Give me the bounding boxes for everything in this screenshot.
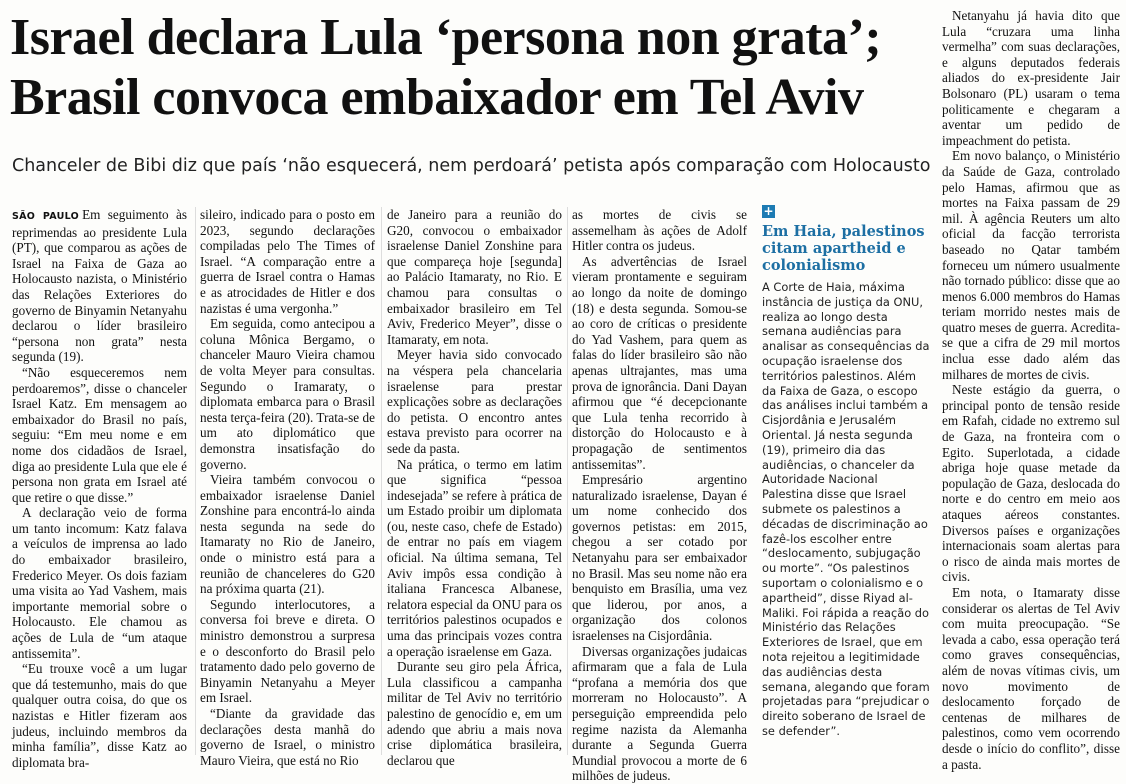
paragraph: Vieira também convocou o embaixador israelense Daniel Zonshine para encontrá-lo ainda nesta segunda na sede do Itamaraty no Rio de Janeiro, onde o ministro está para a reunião de chanceleres do G20 na próxima quarta (21). [200, 472, 375, 597]
paragraph: Na prática, o termo em latim que significa “pessoa indesejada” se refere à prática de um Estado proibir um diplomata (ou, neste caso, chefe de Estado) de entrar no país em viagem oficial. Na última semana, Tel Aviv impôs essa condição à italiana Francesca Albanese, relatora especial da ONU para os territórios palestinos ocupados e uma das principais vozes contra a operação israelense em Gaza. [387, 456, 562, 659]
paragraph: Netanyahu já havia dito que Lula “cruzara uma linha vermelha” com suas declarações, e alguns deputados federais aliados do ex-presidente Jair Bolsonaro (PL) usaram o tema politicamente e chegaram a aventar um pedido de impeachment do petista. [942, 8, 1120, 148]
paragraph: “Eu trouxe você a um lugar que dá testemunho, mais do que qualquer outra coisa, do que os nazistas e Hitler fizeram aos judeus, incluindo membros da minha família”, disse Katz ao diplomata bra- [12, 661, 187, 770]
subheadline: Chanceler de Bibi diz que país ‘não esquecerá, nem perdoará’ petista após comparação com Holocausto [12, 156, 931, 176]
paragraph: Diversas organizações judaicas afirmaram que a fala de Lula “profana a memória dos que morreram no Holocausto”. A perseguição empreendida pelo regime nazista da Alemanha durante a Segunda Guerra Mundial provocou a morte de 6 milhões de judeus. [572, 643, 747, 784]
paragraph: A declaração veio de forma um tanto incomum: Katz falava a veículos de imprensa ao lado do embaixador brasileiro, Frederico Meyer. Os dois faziam uma visita ao Yad Vashem, mais importante memorial sobre o Holocausto. Ele chamou as ações de Lula de “um ataque antissemita”. [12, 505, 187, 661]
paragraph: as mortes de civis se assemelham às ações de Adolf Hitler contra os judeus. [572, 207, 747, 254]
paragraph: Meyer havia sido convocado na véspera pela chancelaria israelense para prestar explicações sobre as declarações do petista. O encontro antes estava previsto para ocorrer na sede da pasta. [387, 347, 562, 456]
paragraph: Em seguida, como antecipou a coluna Mônica Bergamo, o chanceler Mauro Vieira chamou de volta Meyer para consultas. Segundo o Iramaraty, o diplomata embarca para o Brasil nesta terça-feira (20). Trata-se de um ato diplomático que demonstra insatisfação do governo. [200, 316, 375, 472]
plus-icon: + [763, 204, 774, 218]
article-column-2 [200, 207, 375, 768]
column-divider [195, 207, 196, 755]
article-column-1 [12, 207, 187, 770]
paragraph: Segundo interlocutores, a conversa foi breve e direta. O ministro demonstrou a surpresa e o desconforto do Brasil pelo tratamento dado pelo governo de Binyamin Netanyahu a Meyer em Israel. [200, 596, 375, 706]
paragraph: Empresário argentino naturalizado israelense, Dayan é um nome conhecido dos governos petistas: em 2015, chegou a ser cotado por Netanyahu para ser embaixador no Brasil. Mas seu nome não era benquisto em Brasília, uma vez que liderou, por anos, a organização dos colonos israelenses na Cisjordânia. [572, 472, 747, 644]
paragraph: sileiro, indicado para o posto em 2023, segundo declarações compiladas pelo The Times of Israel. “A comparação entre a guerra de Israel contra o Hamas e as atrocidades de Hitler e dos nazistas é uma vergonha.” [200, 207, 375, 316]
article-column-4 [572, 207, 747, 784]
article-column-3 [387, 207, 562, 768]
headline-line-2: Brasil convoca embaixador em Tel Aviv [10, 69, 864, 126]
paragraph-text: Em seguimento às reprimendas ao presidente Lula (PT), que comparou as ações de Israel na Faixa de Gaza ao Holocausto nazista, o Ministério das Relações Exteriores do governo de Binyamin Netanyahu declarou o líder brasileiro “persona non grata” nesta segunda (19). [12, 207, 187, 365]
headline-line-1: Israel declara Lula ‘persona non grata’; [10, 9, 882, 66]
sidebar-title: Em Haia, palestinos citam apartheid e colonialismo [762, 223, 925, 274]
paragraph: “Diante da gravidade das declarações desta manhã do governo de Israel, o ministro Mauro Vieira, que está no Rio [200, 706, 375, 768]
dateline: SÃO PAULO [12, 211, 80, 222]
paragraph: Neste estágio da guerra, o principal ponto de tensão reside em Rafah, cidade no extremo sul de Gaza, na fronteira com o Egito. Superlotada, a cidade abriga hoje quase metade da população de Gaza, deslocada do norte e do centro em meio aos ataques aéreos constantes. Diversos países e organizações internacionais soam alertas para o risco de ainda mais mortes de civis. [942, 382, 1120, 585]
headline [10, 8, 940, 128]
paragraph: Em novo balanço, o Ministério da Saúde de Gaza, controlado pelo Hamas, afirmou que as mortes na Faixa passam de 29 mil. À agência Reuters um alto oficial da facção terrorista baseado no Qatar também forneceu um número usualmente não tornado público: disse que ao menos 6.000 membros do Hamas teriam morrido nestes mais de quatro meses de guerra. Acredita-se que a cifra de 29 mil mortos inclua esse dado além das milhares de mortes de civis. [942, 148, 1120, 382]
article-column-right [942, 8, 1120, 772]
paragraph: “Não esqueceremos nem perdoaremos”, disse o chanceler Israel Katz. Em mensagem ao embaixador do Brasil no país, seguiu: “Em meu nome e em nome dos cidadãos de Israel, diga ao presidente Lula que ele é persona non grata em Israel até que retire o que disse.” [12, 364, 187, 505]
column-divider [381, 207, 382, 755]
sidebar-box [762, 205, 932, 757]
column-divider [567, 207, 568, 755]
paragraph: Durante seu giro pela África, Lula classificou a campanha militar de Tel Aviv no território palestino de genocídio e, em um adendo que abriu a mais nova crise diplomática brasileira, declarou que [387, 659, 562, 768]
sidebar-body: A Corte de Haia, máxima instância de justiça da ONU, realiza ao longo desta semana audiências para analisar as consequências da ocupação israelense dos territórios palestinos. Além da Faixa de Gaza, o escopo das análises inclui também a Cisjordânia e Jerusalém Oriental. Já nesta segunda (19), primeiro dia das audiências, o chanceler da Autoridade Nacional Palestina disse que Israel submete os palestinos a décadas de discriminação ao fazê-los escolher entre “deslocamento, subjugação ou morte”. “Os palestinos suportam o colonialismo e o apartheid”, disse Riyad al-Maliki. Foi rápida a reação do Ministério das Relações Exteriores de Israel, que em nota rejeitou a legitimidade das audiências desta semana, alegando que foram projetadas para “prejudicar o direito soberano de Israel de se defender”. [762, 280, 930, 738]
paragraph: Em nota, o Itamaraty disse considerar os alertas de Tel Aviv com muita preocupação. “Se levada a cabo, essa operação terá como graves consequências, além de novas vítimas civis, um novo movimento de deslocamento forçado de centenas de milhares de palestinos, como vem ocorrendo desde o início do conflito”, disse a pasta. [942, 584, 1120, 772]
paragraph: As advertências de Israel vieram prontamente e seguiram ao longo da noite de domingo (18) e desta segunda. Somou-se ao coro de críticas o presidente do Yad Vashem, para quem as falas do líder brasileiro são não apenas ultrajantes, mas uma prova de ignorância. Dani Dayan afirmou que “é decepcionante que Lula tenha recorrido à distorção do Holocausto e à propagação de sentimentos antissemitas”. [572, 253, 747, 472]
paragraph: de Janeiro para a reunião do G20, convocou o embaixador israelense Daniel Zonshine para que compareça hoje [segunda] ao Palácio Itamaraty, no Rio. E chamou para consultas o embaixador brasileiro em Tel Aviv, Frederico Meyer”, disse o Itamaraty, em nota. [387, 207, 562, 347]
paragraph [12, 207, 187, 365]
